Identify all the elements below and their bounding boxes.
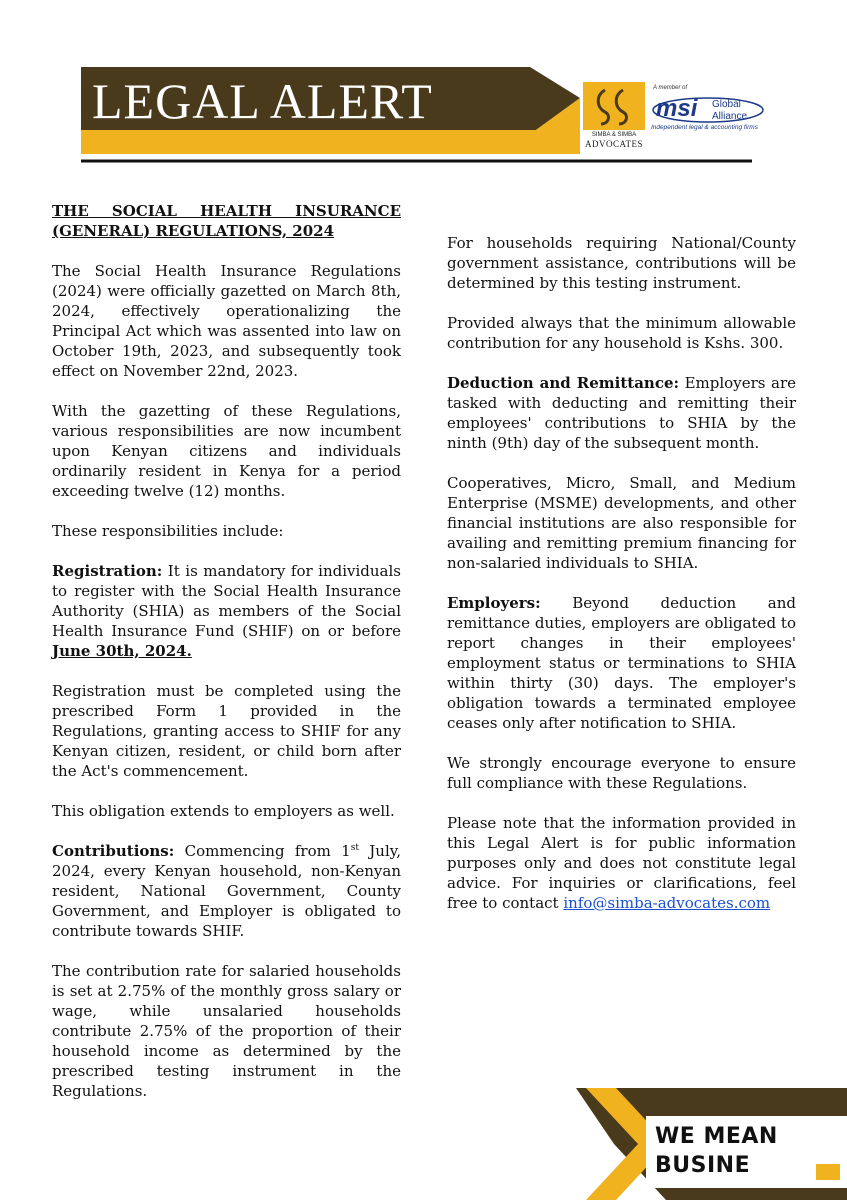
employers-obligation: This obligation extends to employers as well. bbox=[52, 802, 395, 820]
deduction-paragraph bbox=[447, 373, 796, 453]
employers-label: Employers: bbox=[447, 594, 541, 612]
contributions-text-pre: Commencing from 1 bbox=[174, 842, 351, 860]
contributions-paragraph bbox=[52, 841, 401, 941]
msi-member-label: A member of bbox=[653, 85, 688, 91]
responsibilities-lead: These responsibilities include: bbox=[52, 522, 284, 540]
msi-global-alliance-logo bbox=[650, 92, 765, 124]
msi-tagline: Independent legal & accounting firms bbox=[651, 124, 758, 131]
msme-paragraph: Cooperatives, Micro, Small, and Medium Enterprise (MSME) developments, and other financial institutions are also responsible for availing and remitting premium financing for non-salaried individuals to SHIA. bbox=[447, 474, 796, 572]
contact-email-link[interactable]: info@simba-advocates.com bbox=[563, 894, 771, 912]
disclaimer-paragraph bbox=[447, 813, 796, 913]
registration-deadline: June 30th, 2024. bbox=[52, 642, 192, 660]
assistance-paragraph: For households requiring National/County government assistance, contributions will be determined by this testing instrument. bbox=[447, 234, 796, 292]
contributions-ordinal: st bbox=[350, 843, 359, 853]
msi-logo-name: msi bbox=[656, 95, 698, 122]
simba-logo-subtitle: ADVOCATES bbox=[584, 139, 643, 149]
msi-logo-global: Global bbox=[712, 99, 741, 110]
simba-logo-name: SIMBA & SIMBA bbox=[591, 132, 637, 138]
contributions-text-post: July, 2024, every Kenyan household, non-Kenyan resident, National Government, County Government, and Employer is obligated to contribute towards SHIF. bbox=[52, 842, 402, 940]
deduction-label: Deduction and Remittance: bbox=[447, 374, 680, 392]
employers-paragraph bbox=[447, 593, 796, 733]
registration-text: It is mandatory for individuals to register with the Social Health Insurance Authority (SHIA) as members of the Social Health Insurance Fund (SHIF) on or before bbox=[52, 562, 401, 640]
registration-paragraph bbox=[52, 561, 401, 661]
badge-text-line1: WE MEAN bbox=[655, 1124, 778, 1149]
intro-paragraph: The Social Health Insurance Regulations (2024) were officially gazetted on March 8th, 2024, effectively operationalizing the Principal Act which was assented into law on October 19th, 2023, and subsequently took effect on November 22nd, 2023. bbox=[52, 262, 401, 380]
article-heading: THE SOCIAL HEALTH INSURANCE (GENERAL) REGULATIONS, 2024 bbox=[52, 202, 401, 240]
compliance-paragraph: We strongly encourage everyone to ensure full compliance with these Regulations. bbox=[447, 754, 796, 792]
registration-label: Registration: bbox=[52, 562, 163, 580]
left-column bbox=[52, 201, 401, 1121]
right-column bbox=[447, 233, 796, 933]
simba-logo-tile bbox=[583, 82, 645, 130]
minimum-contribution: Provided always that the minimum allowable contribution for any household is Kshs. 300. bbox=[447, 314, 796, 352]
page-title: LEGAL ALERT bbox=[92, 73, 433, 129]
rate-paragraph: The contribution rate for salaried households is set at 2.75% of the monthly gross salary or wage, while unsalaried households contribute 2.75% of the proportion of their household income as determined by the prescribed testing instrument in the Regulations. bbox=[52, 962, 401, 1100]
form-paragraph: Registration must be completed using the prescribed Form 1 provided in the Regulations, granting access to SHIF for any Kenyan citizen, resident, or child born after the Act's commencement. bbox=[52, 682, 401, 780]
responsibilities-paragraph: With the gazetting of these Regulations, various responsibilities are now incumbent upon Kenyan citizens and individuals ordinarily resident in Kenya for a period exceeding twelve (12) months. bbox=[52, 402, 401, 500]
msi-logo-alliance: Alliance bbox=[712, 111, 748, 122]
badge-logo-mark bbox=[816, 1164, 840, 1180]
badge-text-line2: BUSINE bbox=[655, 1153, 751, 1178]
employers-text: Beyond deduction and remittance duties, employers are obligated to report changes in their employees' employment status or terminations to SHIA within thirty (30) days. The employer's obligation towards a terminated employee ceases only after notification to SHIA. bbox=[447, 594, 796, 732]
deduction-text: Employers are tasked with deducting and remitting their employees' contributions to SHIA by the ninth (9th) day of the subsequent month. bbox=[447, 374, 796, 452]
contributions-label: Contributions: bbox=[52, 842, 175, 860]
disclaimer-text: Please note that the information provided in this Legal Alert is for public information purposes only and does not constitute legal advice. For inquiries or clarifications, feel free to contact bbox=[447, 814, 796, 912]
